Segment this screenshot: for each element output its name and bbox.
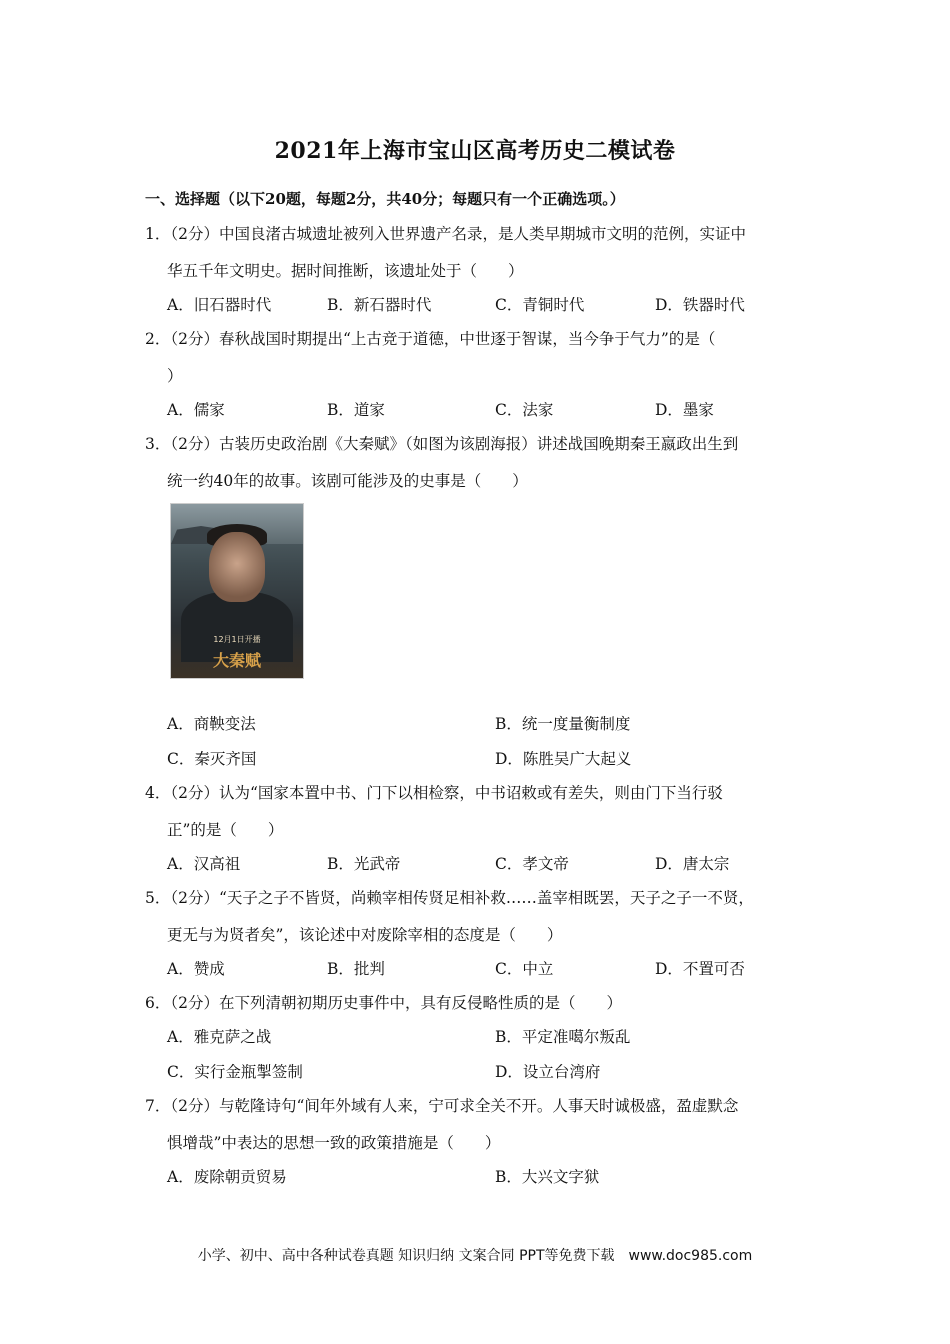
poster-figure-face — [209, 532, 265, 602]
question-4-line-1: 4．（2分）认为“国家本置中书、门下以相检察，中书诏敕或有差失，则由门下当行驳 — [145, 784, 723, 802]
question-1-line-1: 1．（2分）中国良渚古城遗址被列入世界遗产名录，是人类早期城市文明的范例，实证中 — [145, 225, 746, 243]
footer-ad-text[interactable]: 小学、初中、高中各种试卷真题 知识归纳 文案合同 PPT等免费下载 www.doc985.com — [197, 1248, 753, 1264]
question-3-line-1: 3．（2分）古装历史政治剧《大秦赋》（如图为该剧海报）讲述战国晚期秦王嬴政出生到 — [145, 435, 739, 453]
question-1-option-d: D．铁器时代 — [655, 296, 745, 314]
question-4-option-a: A．汉高祖 — [167, 855, 241, 873]
question-6-option-b: B．平定准噶尔叛乱 — [495, 1028, 631, 1046]
question-5-option-b: B．批判 — [327, 960, 385, 978]
question-6-line-1: 6．（2分）在下列清朝初期历史事件中，具有反侵略性质的是（ ） — [145, 994, 622, 1012]
question-3-option-c: C．秦灭齐国 — [167, 750, 257, 768]
question-4-option-d: D．唐太宗 — [655, 855, 730, 873]
question-2-option-d: D．墨家 — [655, 401, 714, 419]
drama-poster-image — [170, 503, 304, 679]
poster-title-text: 大秦赋 — [212, 651, 261, 670]
question-5-line-2: 更无与为贤者矣”，该论述中对废除宰相的态度是（ ） — [167, 926, 563, 944]
poster-date-text: 12月1日开播 — [213, 635, 261, 644]
question-5-option-c: C．中立 — [495, 960, 554, 978]
section-heading: 一、选择题（以下20题，每题2分，共40分；每题只有一个正确选项。） — [145, 190, 625, 208]
question-6-option-d: D．设立台湾府 — [495, 1063, 601, 1081]
question-2-option-b: B．道家 — [327, 401, 385, 419]
question-4-option-c: C．孝文帝 — [495, 855, 569, 873]
question-7-option-b: B．大兴文字狱 — [495, 1168, 600, 1186]
question-2-line-2: ） — [167, 367, 183, 385]
question-3-line-2: 统一约40年的故事。该剧可能涉及的史事是（ ） — [167, 472, 528, 490]
question-1-line-2: 华五千年文明史。据时间推断，该遗址处于（ ） — [167, 262, 524, 280]
question-1-option-c: C．青铜时代 — [495, 296, 585, 314]
page-title: 2021年上海市宝山区高考历史二模试卷 — [274, 138, 676, 164]
question-1-option-b: B．新石器时代 — [327, 296, 432, 314]
question-5-line-1: 5．（2分）“天子之子不皆贤，尚赖宰相传贤足相补救……盖宰相既罢，天子之子一不贤， — [145, 889, 754, 907]
question-5-option-d: D．不置可否 — [655, 960, 745, 978]
question-7-option-a: A．废除朝贡贸易 — [167, 1168, 287, 1186]
question-7-line-1: 7．（2分）与乾隆诗句“间年外域有人来，宁可求全关不开。人事天时诚极盛，盈虚默念 — [145, 1097, 739, 1115]
question-2-line-1: 2．（2分）春秋战国时期提出“上古竞于道德，中世逐于智谋，当今争于气力”的是（ — [145, 330, 716, 348]
question-4-option-b: B．光武帝 — [327, 855, 401, 873]
question-5-option-a: A．赞成 — [167, 960, 225, 978]
question-6-option-a: A．雅克萨之战 — [167, 1028, 272, 1046]
question-2-option-a: A．儒家 — [167, 401, 225, 419]
question-7-line-2: 惧增哉”中表达的思想一致的政策措施是（ ） — [167, 1134, 501, 1152]
question-1-option-a: A．旧石器时代 — [167, 296, 272, 314]
question-3-option-d: D．陈胜吴广大起义 — [495, 750, 632, 768]
question-6-option-c: C．实行金瓶掣签制 — [167, 1063, 303, 1081]
question-3-option-a: A．商鞅变法 — [167, 715, 256, 733]
question-3-option-b: B．统一度量衡制度 — [495, 715, 631, 733]
question-2-option-c: C．法家 — [495, 401, 554, 419]
question-4-line-2: 正”的是（ ） — [167, 821, 284, 839]
